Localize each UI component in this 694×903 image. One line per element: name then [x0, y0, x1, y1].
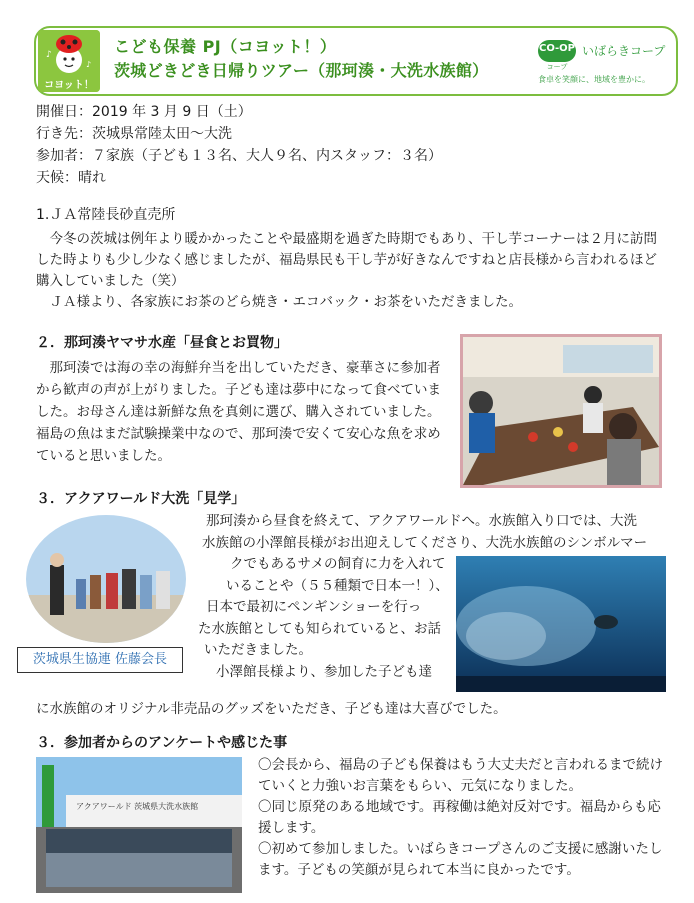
survey-list — [258, 755, 674, 881]
section3-text-upper — [202, 511, 647, 554]
sardine-school-photo-image — [456, 556, 666, 692]
group-photo — [36, 757, 242, 893]
event-participants: 参加者：７家族（子ども１３名、大人９名、内スタッフ：３名） — [36, 148, 442, 164]
section3-line3: クでもあるサメの飼育に力を入れて — [230, 556, 446, 572]
page-title-line1: こども保養 PJ（コヨット！） — [114, 37, 337, 56]
survey-item-3: 〇初めて参加しました。いばらきコープさんのご支援に感謝いたします。子どもの笑顔が見られて本当に良かったです。 — [258, 841, 663, 878]
group-photo-image — [36, 757, 242, 893]
section3-line2: 水族館の小澤館長様がお出迎えしてくださり、大洗水族館のシンボルマー — [202, 534, 648, 551]
coop-badge: CO-OP — [538, 40, 576, 62]
section3-line9: に水族館のオリジナル非売品のグッズをいただき、子ども達は大喜びでした。 — [36, 701, 507, 717]
section3-line8: 小澤館長様より、参加した子ども達 — [216, 663, 432, 680]
coop-tagline: 食卓を笑顔に、地域を豊かに。 — [538, 75, 650, 84]
coop-badge-sub: コープ — [546, 63, 568, 71]
section2-body — [36, 357, 452, 467]
chairman-caption: 茨城県生協連 佐藤会長 — [17, 647, 183, 673]
aquarium-banner-text: アクアワールド 茨城県大洗水族館 — [76, 802, 199, 811]
mascot-label: コヨット！ — [44, 80, 94, 91]
koyotto-mascot-logo — [38, 30, 100, 92]
section1-body — [36, 229, 670, 313]
group-outdoor-photo-image — [26, 515, 186, 643]
event-destination: 行き先：茨城県常陸太田～大洗 — [36, 126, 232, 142]
survey-item-1: 〇会長から、福島の子ども保養はもう大丈夫だと言われるまで続けていくと力強いお言葉をもらい、元気になりました。 — [258, 757, 663, 794]
aquarium-tank-photo — [456, 556, 666, 692]
survey-item-2: 〇同じ原発のある地域です。再稼働は絶対反対です。福島からも応援します。 — [258, 799, 661, 836]
section3-line5: 日本で最初にペンギンショーを行っ — [206, 599, 422, 615]
section1-paragraph2: ＪＡ様より、各家族にお茶のどら焼き・エコバック・お茶をいただきました。 — [49, 294, 522, 310]
section3-line1: 那珂湊から昼食を終えて、アクアワールドへ。水族館入り口では、大洗 — [206, 513, 638, 529]
section3-line7: いただきました。 — [204, 642, 312, 658]
section1-paragraph1: 今冬の茨城は例年より暖かかったことや最盛期を過ぎた時期でもあり、干し芋コーナーは２月に訪問した時よりも少し少なく感じましたが、福島県民も干し芋が好きなんですねと店長様から言われるほど購入していました（笑） — [36, 231, 657, 289]
ibaraki-coop-logo — [536, 34, 670, 86]
lunch-photo — [460, 334, 662, 488]
section3-text-middle — [198, 554, 449, 683]
section2-paragraph: 那珂湊では海の幸の海鮮弁当を出していただき、豪華さに参加者から歓声の声が上がりました。子ども達は夢中になって食べていました。お母さん達は新鮮な魚を真剣に選び、購入されていました。福島の魚はまだ試験操業中なので、那珂湊で安くて安心な魚を求めていると思いました。 — [36, 360, 441, 464]
section3-line4: いることや（５５種類で日本一！）、 — [226, 577, 449, 594]
section2-heading: ２．那珂湊ヤマサ水産「昼食とお買物」 — [36, 335, 288, 351]
coop-name: いばらきコープ — [582, 44, 666, 58]
section1-heading: 1.ＪＡ常陸長砂直売所 — [36, 207, 176, 223]
svg-text:♪: ♪ — [86, 60, 92, 69]
svg-text:♪: ♪ — [46, 50, 52, 60]
event-date: 開催日：2019 年 3 月 9 日（土） — [36, 104, 252, 120]
page-title-line2: 茨城どきどき日帰りツアー（那珂湊・大洗水族館） — [114, 61, 489, 80]
section3-heading: ３．アクアワールド大洗「見学」 — [36, 491, 246, 507]
event-weather: 天候：晴れ — [36, 170, 106, 186]
section3-line6: た水族館としても知られていると、お話 — [198, 620, 441, 637]
restaurant-photo-image — [463, 337, 659, 485]
chairman-photo — [26, 515, 186, 643]
section4-heading: ３．参加者からのアンケートや感じた事 — [36, 735, 288, 751]
